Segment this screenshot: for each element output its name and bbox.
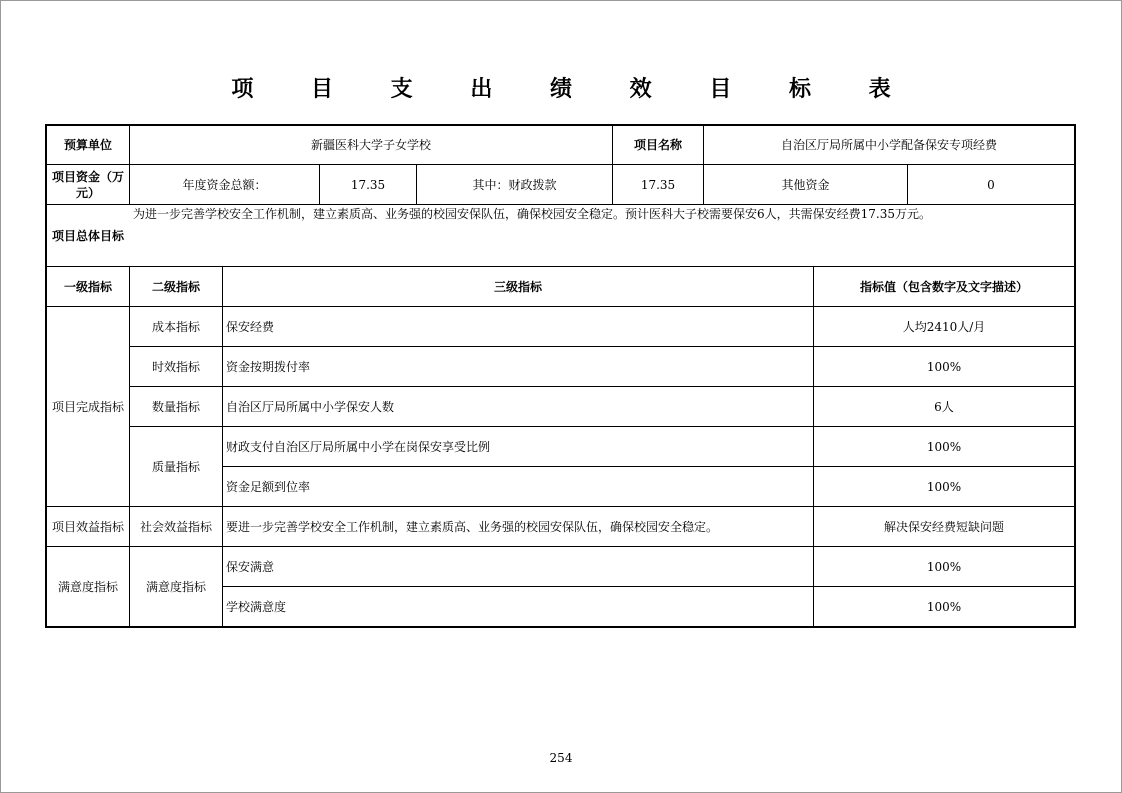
funds-other-label: 其他资金 (781, 177, 830, 192)
header-level1: 一级指标 (63, 279, 112, 294)
performance-table (45, 124, 1076, 628)
quality-indicator-item: 财政支付自治区厅局所属中小学在岗保安享受比例 (226, 439, 491, 454)
satisfaction-value: 100% (926, 559, 962, 574)
completion-indicator-label: 项目完成指标 (51, 399, 124, 414)
funds-label: 项目资金（万元） (51, 169, 124, 200)
social-benefit-label: 社会效益指标 (139, 519, 212, 534)
timeliness-indicator-value: 100% (926, 359, 962, 374)
quality-indicator-value: 100% (926, 439, 962, 454)
quality-indicator-value: 100% (926, 479, 962, 494)
satisfaction-sub-label: 满意度指标 (145, 579, 206, 594)
quantity-indicator-item: 自治区厅局所属中小学保安人数 (226, 399, 395, 414)
satisfaction-indicator-label: 满意度指标 (57, 579, 118, 594)
cost-indicator-item: 保安经费 (226, 319, 275, 334)
quality-indicator-label: 质量指标 (151, 459, 200, 474)
page-number: 254 (549, 751, 573, 765)
cost-indicator-value: 人均2410人/月 (902, 319, 986, 334)
budget-unit-label: 预算单位 (63, 138, 112, 152)
cost-indicator-label: 成本指标 (151, 319, 200, 334)
quantity-indicator-label: 数量指标 (151, 399, 200, 414)
timeliness-indicator-label: 时效指标 (151, 359, 200, 374)
satisfaction-value: 100% (926, 599, 962, 614)
funds-fiscal-label: 其中：财政拨款 (472, 177, 557, 192)
funds-total-value: 17.35 (350, 177, 386, 192)
project-name-label: 项目名称 (633, 138, 682, 152)
overall-goal-text: 为进一步完善学校安全工作机制，建立素质高、业务强的校园安保队伍，确保校园安全稳定。预计医科大子校需要保安6人，共需保安经费17.35万元。 (133, 207, 931, 221)
funds-fiscal-value: 17.35 (640, 177, 676, 192)
header-level2: 二级指标 (151, 279, 200, 294)
quality-indicator-item: 资金足额到位率 (226, 479, 311, 494)
table-hline (45, 626, 1076, 628)
benefit-indicator-label: 项目效益指标 (51, 519, 124, 534)
header-level3: 三级指标 (493, 279, 542, 294)
social-benefit-item: 要进一步完善学校安全工作机制，建立素质高、业务强的校园安保队伍，确保校园安全稳定。 (226, 519, 719, 534)
project-name-value: 自治区厅局所属中小学配备保安专项经费 (780, 138, 997, 152)
header-value: 指标值（包含数字及文字描述） (859, 279, 1028, 294)
social-benefit-value: 解决保安经费短缺问题 (883, 519, 1004, 534)
quantity-indicator-value: 6人 (934, 399, 954, 414)
satisfaction-item: 保安满意 (226, 559, 275, 574)
overall-goal-label: 项目总体目标 (51, 228, 124, 243)
satisfaction-item: 学校满意度 (226, 599, 287, 614)
table-vline (1074, 124, 1076, 628)
timeliness-indicator-item: 资金按期拨付率 (226, 359, 311, 374)
funds-total-label: 年度资金总额： (182, 177, 267, 192)
funds-other-value: 0 (987, 177, 995, 192)
budget-unit-value: 新疆医科大学子女学校 (310, 138, 431, 152)
page-title: 项 目 支 出 绩 效 目 标 表 (231, 77, 916, 102)
